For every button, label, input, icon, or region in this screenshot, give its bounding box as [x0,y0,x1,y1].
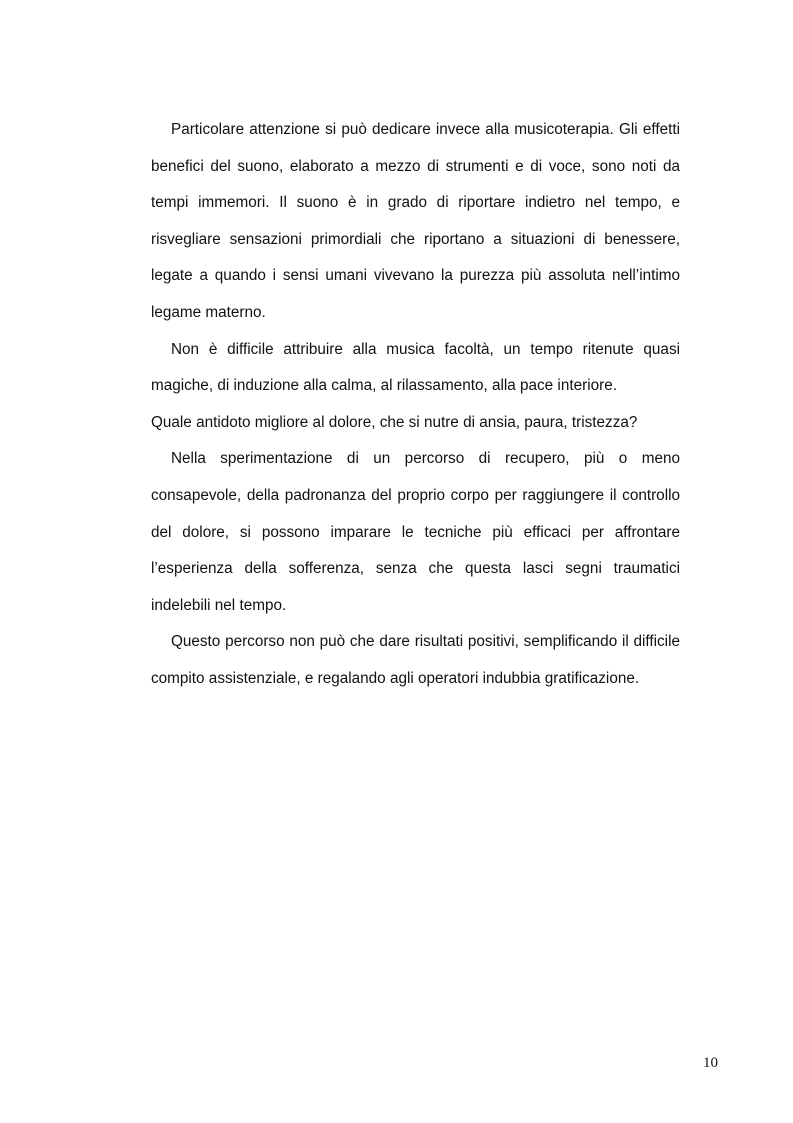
page-body [151,112,680,698]
paragraph-risultati: Questo percorso non può che dare risultati positivi, semplificando il difficile compito assistenziale, e regalando agli operatori indubbia gratificazione. [151,633,680,687]
paragraph-sperimentazione: Nella sperimentazione di un percorso di recupero, più o meno consapevole, della padronanza del proprio corpo per raggiungere il controllo del dolore, si possono imparare le tecniche più efficaci per affrontare l’esperienza della sofferenza, senza che questa lasci segni traumatici indelebili nel tempo. [151,450,680,614]
paragraph-antidoto: Quale antidoto migliore al dolore, che si nutre di ansia, paura, tristezza? [151,413,638,431]
paragraph-facolta-musica: Non è difficile attribuire alla musica facoltà, un tempo ritenute quasi magiche, di induzione alla calma, al rilassamento, alla pace interiore. [151,340,680,395]
paragraph-musicoterapia: Particolare attenzione si può dedicare invece alla musicoterapia. Gli effetti benefici del suono, elaborato a mezzo di strumenti e di voce, sono noti da tempi immemori. Il suono è in grado di riportare indietro nel tempo, e risvegliare sensazioni primordiali che riportano a situazioni di benessere, legate a quando i sensi umani vivevano la purezza più assoluta nell’intimo legame materno. [151,121,680,321]
page-number: 10 [703,1055,718,1071]
